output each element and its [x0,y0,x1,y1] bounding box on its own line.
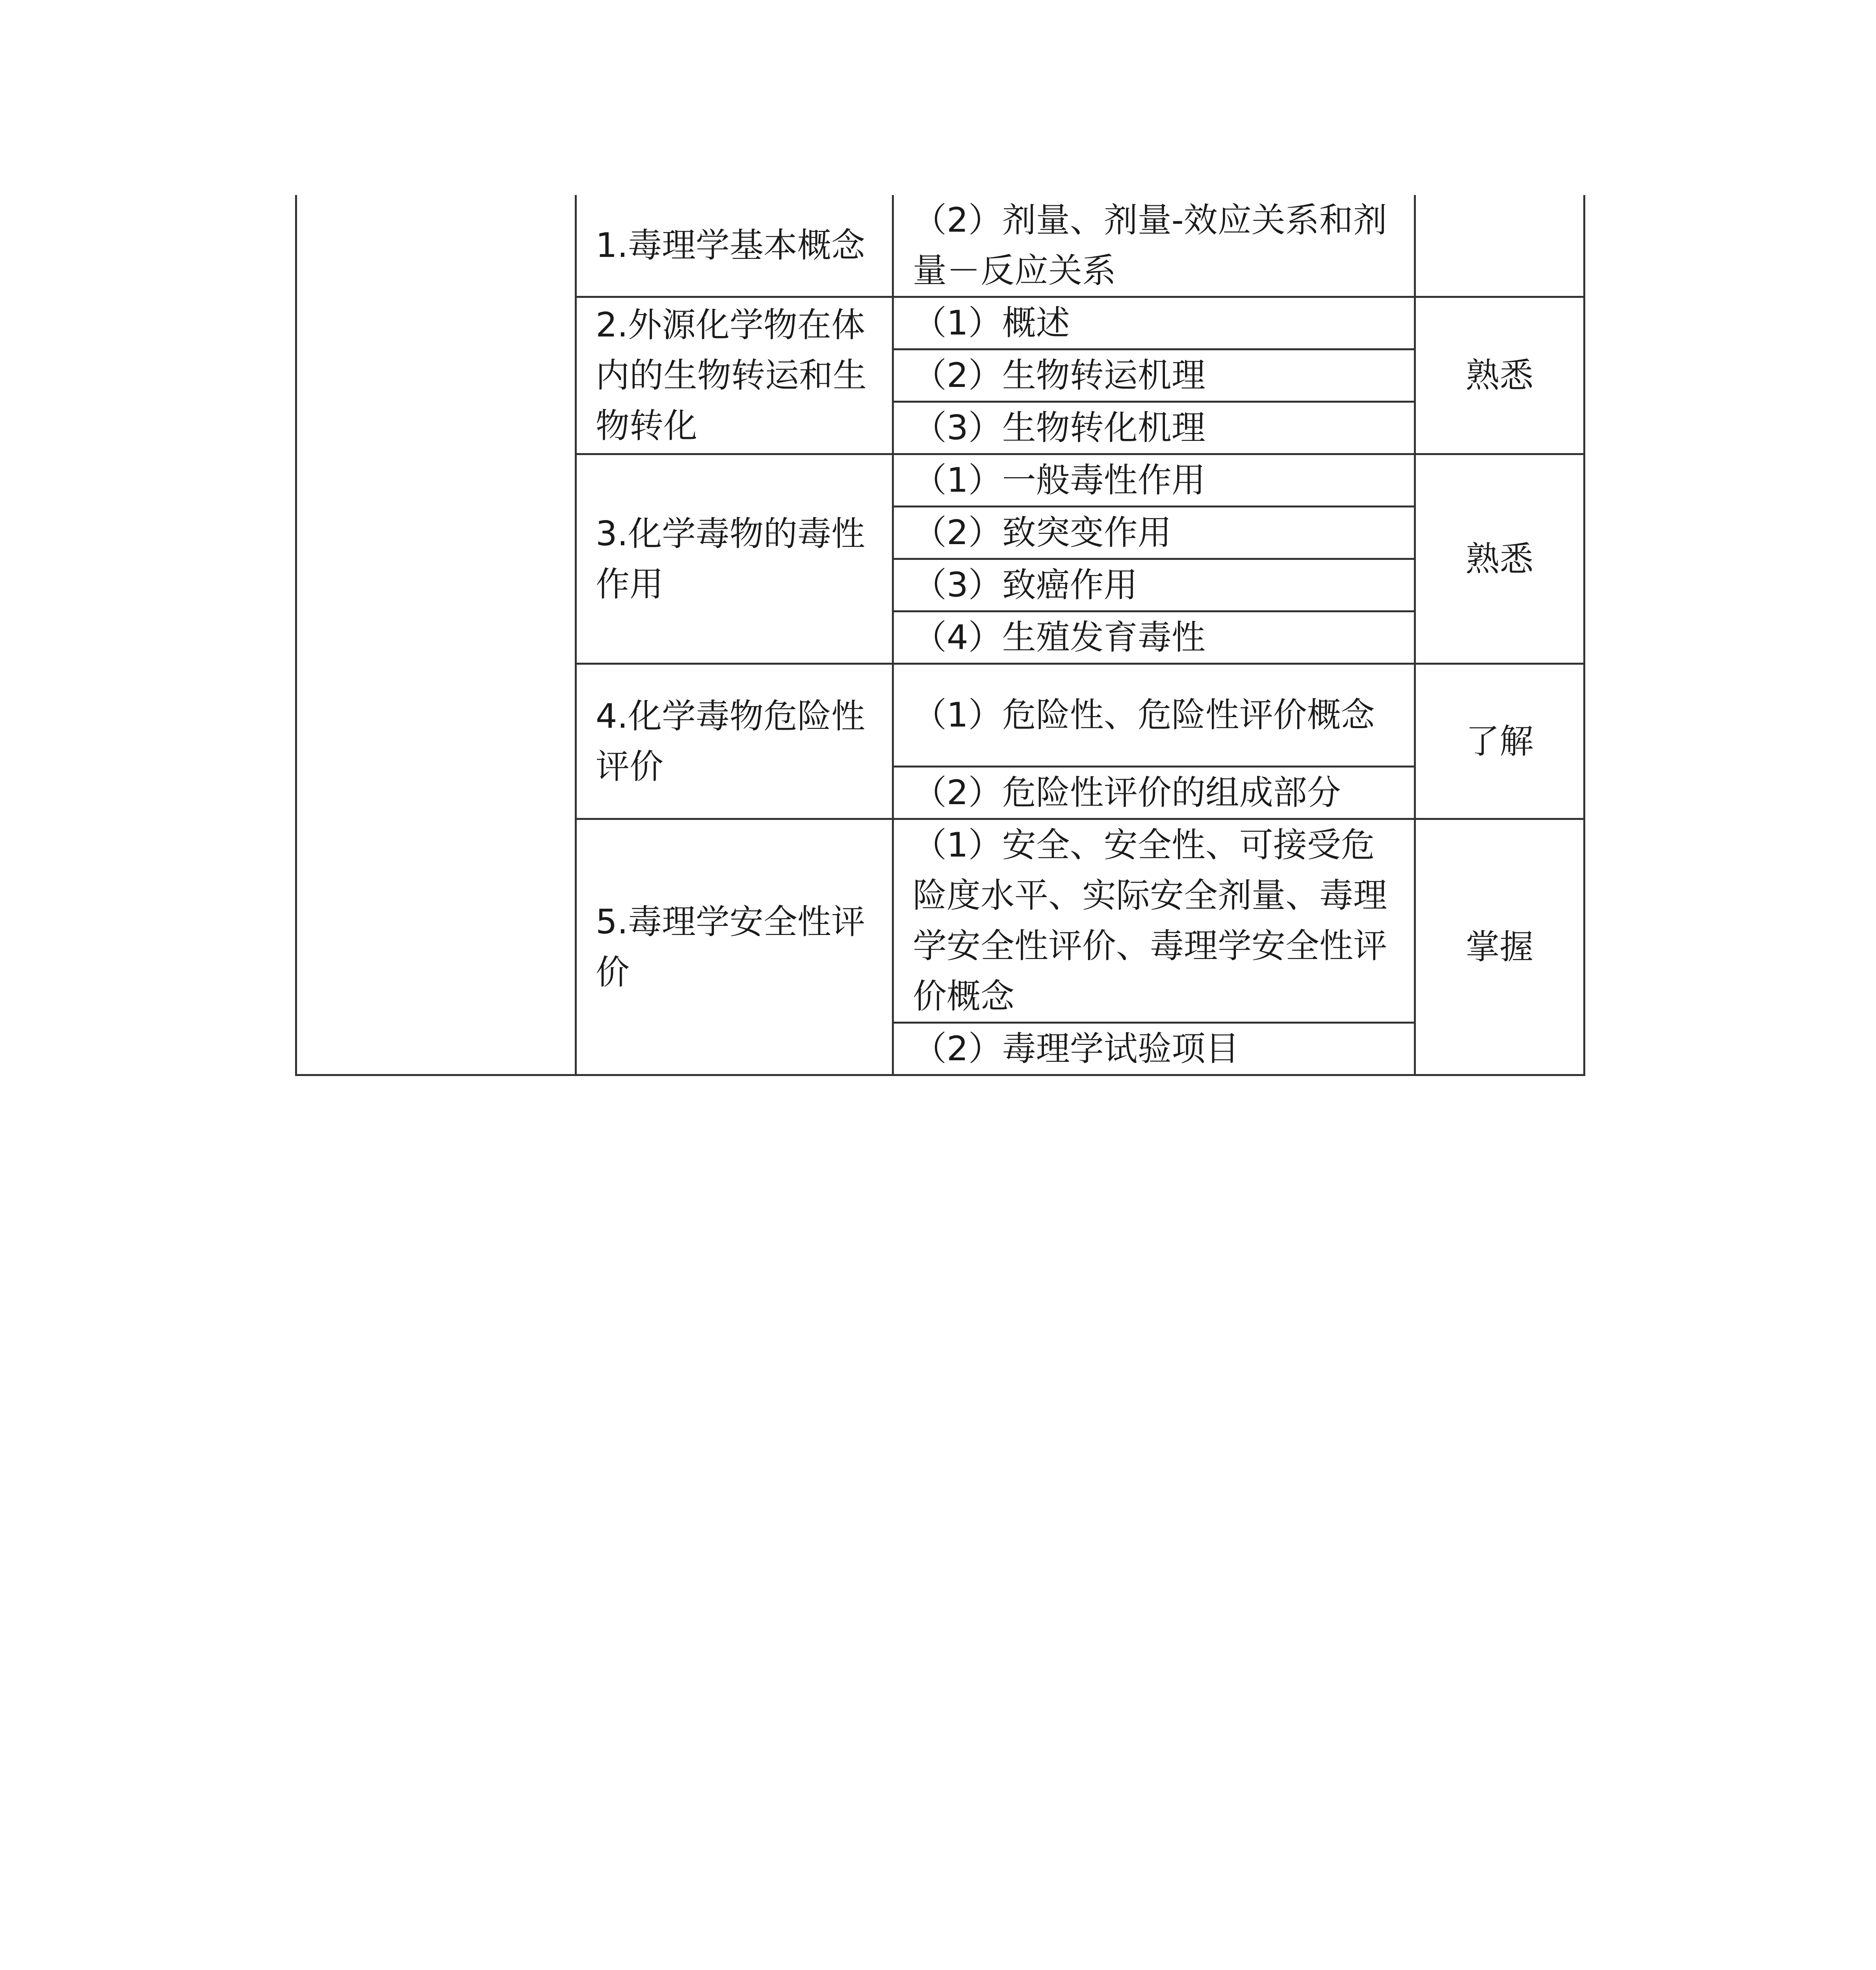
content-cell: （4）生殖发育毒性 [893,611,1415,664]
syllabus-table [295,195,1585,1076]
content-cell: （2）危险性评价的组成部分 [893,767,1415,819]
level-cell: 熟悉 [1415,454,1584,664]
content-cell: （1）一般毒性作用 [893,454,1415,507]
level-cell: 掌握 [1415,819,1584,1075]
topic-cell: 1.毒理学基本概念 [576,195,893,297]
topic-cell: 2.外源化学物在体内的生物转运和生物转化 [576,297,893,454]
topic-cell: 3.化学毒物的毒性作用 [576,454,893,664]
topic-cell: 5.毒理学安全性评价 [576,819,893,1075]
level-cell: 熟悉 [1415,297,1584,454]
content-cell: （3）致癌作用 [893,559,1415,611]
table-row [296,195,1584,297]
content-cell: （1）危险性、危险性评价概念 [893,664,1415,767]
unit-cell [296,195,576,1075]
content-cell: （2）致突变作用 [893,507,1415,559]
level-cell [1415,195,1584,297]
content-cell: （2）生物转运机理 [893,349,1415,402]
content-cell: （1）概述 [893,297,1415,349]
topic-cell: 4.化学毒物危险性评价 [576,664,893,819]
content-cell: （3）生物转化机理 [893,402,1415,454]
content-cell: （1）安全、安全性、可接受危险度水平、实际安全剂量、毒理学安全性评价、毒理学安全性评价概念 [893,819,1415,1023]
content-cell: （2）毒理学试验项目 [893,1023,1415,1075]
level-cell: 了解 [1415,664,1584,819]
content-cell: （2）剂量、剂量-效应关系和剂量－反应关系 [893,195,1415,297]
